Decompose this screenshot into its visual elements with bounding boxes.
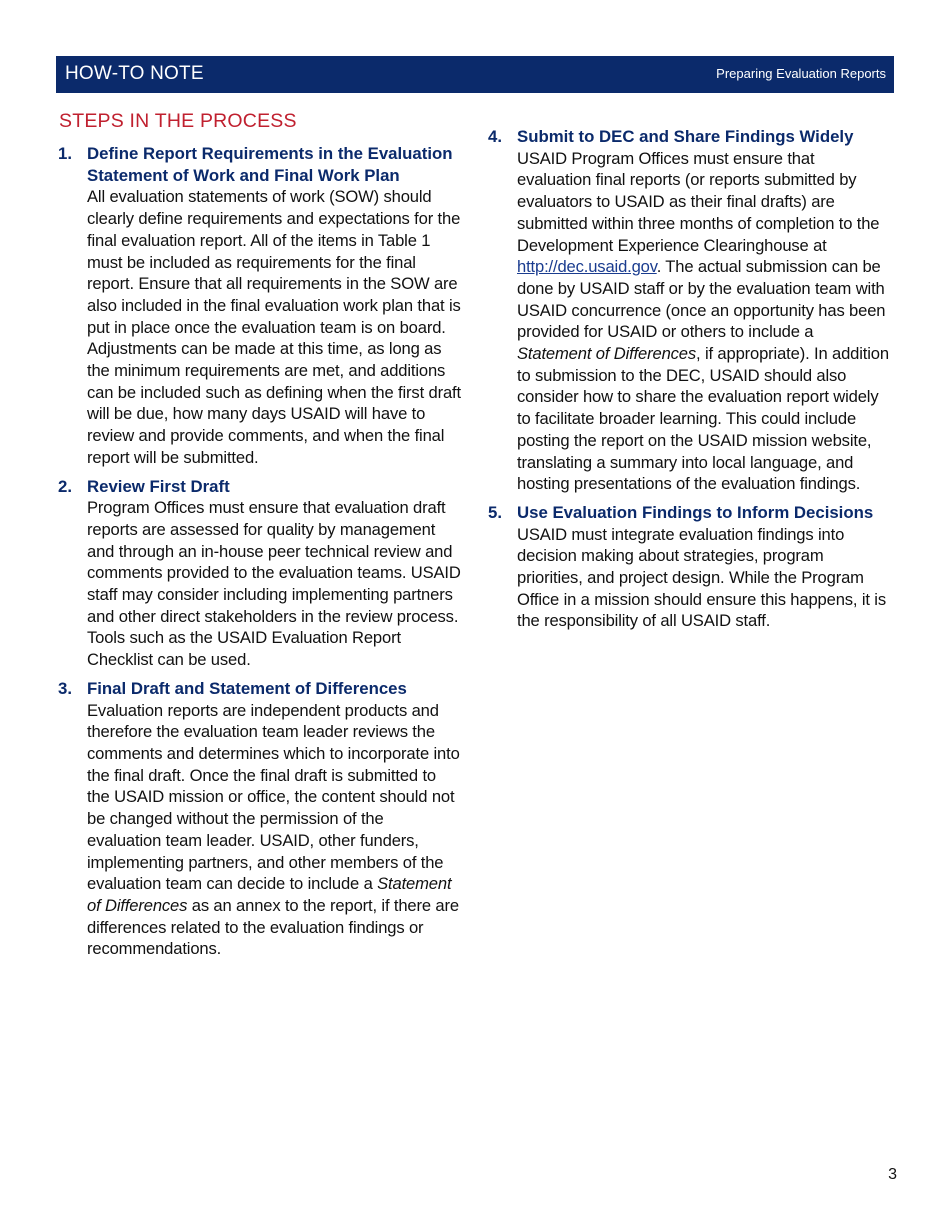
step-text: [517, 148, 892, 495]
step-text-before: Evaluation reports are independent products and therefore the evaluation team leader reviews the comments and determines which to incorporate into the final draft. Once the final draft is submitted to the USAID mission or office, the content should not be changed without the permission of the evaluation team leader. USAID, other funders, implementing partners, and other members of the evaluation team can decide to include a: [87, 700, 460, 894]
step-text-middle: . The actual submission can be done by USAID staff or by the evaluation team with USAID concurrence (once an opportunity has been provided for USAID or others to include a: [517, 257, 886, 342]
step-text: [87, 700, 462, 960]
step-number: 1.: [58, 144, 72, 163]
step-title: Submit to DEC and Share Findings Widely: [517, 127, 854, 146]
step-text: USAID must integrate evaluation findings into decision making about strategies, program priorities, and project design. While the Program Office in a mission should ensure this happens, it is the responsibility of all USAID staff.: [517, 524, 886, 631]
page-number: 3: [888, 1166, 897, 1183]
step-title: Define Report Requirements in the Evaluation Statement of Work and Final Work Plan: [87, 144, 453, 185]
header-banner: [56, 56, 894, 93]
right-column: [488, 126, 892, 639]
step-text-italic: Statement of Differences: [517, 344, 697, 364]
step-number: 3.: [58, 678, 72, 698]
step-1: [58, 143, 462, 469]
step-text-before: USAID Program Offices must ensure that evaluation final reports (or reports submitted by evaluators to USAID as their final drafts) are submitted within three months of completion to the Development Experience Clearinghouse at: [517, 148, 880, 255]
step-number: 5.: [488, 502, 502, 522]
step-text-italic: Statement of Differences: [87, 874, 452, 915]
step-title: Final Draft and Statement of Differences: [87, 678, 407, 698]
step-title: Use Evaluation Findings to Inform Decisions: [517, 502, 874, 522]
header-left-title: HOW-TO NOTE: [65, 63, 204, 84]
step-number: 4.: [488, 127, 502, 146]
step-text: All evaluation statements of work (SOW) should clearly define requirements and expectations for the final evaluation report. All of the items in Table 1 must be included as requirements for the final report. Ensure that all requirements in the SOW are also included in the final evaluation work plan that is put in place once the evaluation team is on board. Adjustments can be made at this time, as long as the minimum requirements are met, and additions can be included such as defining when the first draft will be due, how many days USAID will have to review and provide comments, and when the final report will be submitted.: [87, 187, 461, 467]
step-text-after: , if appropriate). In addition to submission to the DEC, USAID should also consider how to share the evaluation report widely to facilitate broader learning. This could include posting the report on the USAID mission website, translating a summary into local language, and hosting presentations of the evaluation findings.: [517, 344, 889, 494]
step-number: 2.: [58, 476, 72, 496]
step-5: [488, 502, 892, 632]
step-4: [488, 126, 892, 495]
section-title: STEPS IN THE PROCESS: [59, 110, 297, 132]
step-2: [58, 476, 462, 671]
step-text-after: as an annex to the report, if there are differences related to the evaluation findings or recommendations.: [87, 895, 459, 959]
left-column: [58, 143, 462, 967]
step-3: [58, 678, 462, 960]
step-text: Program Offices must ensure that evaluation draft reports are assessed for quality by management and through an in-house peer technical review and comments provided to the evaluation teams. USAID staff may consider including implementing partners and other direct stakeholders in the review process. Tools such as the USAID Evaluation Report Checklist can be used.: [87, 498, 461, 670]
step-title: Review First Draft: [87, 476, 230, 496]
dec-link[interactable]: http://dec.usaid.gov: [517, 257, 657, 277]
header-right-title: Preparing Evaluation Reports: [716, 66, 886, 81]
